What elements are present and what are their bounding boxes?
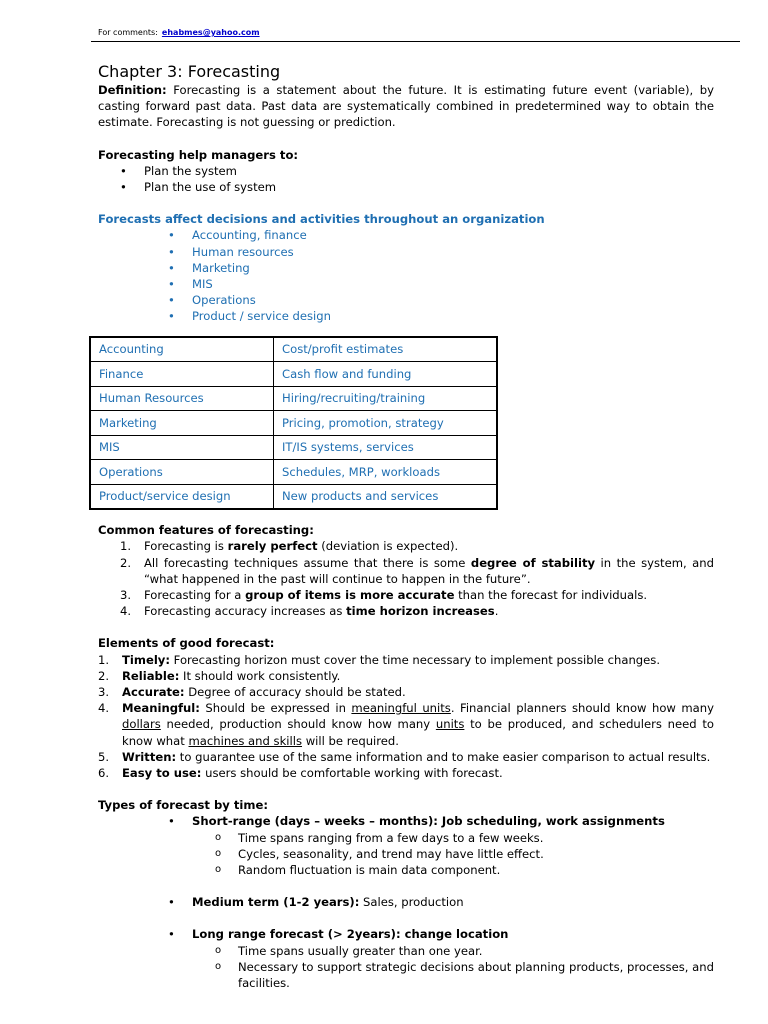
table-cell: New products and services (274, 484, 498, 509)
list-item: • Long range forecast (> 2years): change location o Time spans usually greater than one year. o Necessary to support strategic decisions about planning products, processes, and facilities. (98, 926, 714, 991)
list-item: 1. Forecasting is rarely perfect (deviation is expected). (120, 539, 459, 554)
definition-term: Definition: (98, 83, 167, 97)
chapter-title: Chapter 3: Forecasting (98, 62, 281, 81)
help-heading: Forecasting help managers to: (98, 147, 299, 162)
features-list (98, 538, 714, 619)
table-cell: Cost/profit estimates (274, 337, 498, 362)
list-item: 6. Easy to use: users should be comfortable working with forecast. (98, 765, 503, 780)
header-rule (91, 41, 740, 42)
list-item: • Short-range (days – weeks – months): Job scheduling, work assignments o Time spans ranging from a few days to a few weeks. o Cycles, seasonality, and trend may have little effect. o Random fluctuation is main data component. (98, 813, 714, 878)
features-heading: Common features of forecasting: (98, 523, 314, 538)
elements-heading: Elements of good forecast: (98, 636, 275, 651)
affects-list (98, 227, 714, 324)
list-item: • Product / service design (98, 308, 714, 324)
sub-item: o Time spans ranging from a few days to a few weeks. (98, 830, 714, 846)
table-cell: Cash flow and funding (274, 362, 498, 387)
table-row (90, 435, 497, 460)
list-item: 2. Reliable: It should work consistently. (98, 668, 341, 683)
list-item: 4. Forecasting accuracy increases as time horizon increases. (120, 604, 499, 619)
table-cell: Finance (90, 362, 274, 387)
sub-item: o Random fluctuation is main data component. (98, 862, 714, 878)
email-link[interactable]: ehabmes@yahoo.com (161, 28, 260, 37)
types-list (98, 813, 714, 991)
list-item: 5. Written: to guarantee use of the same information and to make easier comparison to actual results. (98, 749, 711, 764)
table-cell: Human Resources (90, 386, 274, 411)
list-item: 1. Timely: Forecasting horizon must cover the time necessary to implement possible changes. (98, 652, 661, 667)
page-header (98, 28, 260, 37)
list-item: • MIS (98, 276, 714, 292)
table-cell: IT/IS systems, services (274, 435, 498, 460)
list-item: • Operations (98, 292, 714, 308)
table-cell: MIS (90, 435, 274, 460)
sub-list (98, 830, 714, 879)
table-row (90, 484, 497, 509)
affects-heading: Forecasts affect decisions and activities throughout an organization (98, 212, 545, 227)
list-item: 2. All forecasting techniques assume that there is some degree of stability in the system, and “what happened in the past will continue to happen in the future”. (120, 555, 714, 586)
definition-paragraph: Definition: Forecasting is a statement about the future. It is estimating future event (variable), by casting forward past data. Past data are systematically combined in predetermined way to obtain the estimate. Forecasting is not guessing or prediction. (98, 83, 714, 130)
list-item: • Plan the system (98, 163, 714, 179)
table-cell: Accounting (90, 337, 274, 362)
table-row (90, 337, 497, 362)
sub-item: o Necessary to support strategic decisions about planning products, processes, and facilities. (98, 959, 714, 991)
list-item: • Medium term (1-2 years): Sales, production (98, 894, 714, 910)
sub-item: o Time spans usually greater than one year. (98, 943, 714, 959)
table-cell: Operations (90, 460, 274, 485)
table-row (90, 460, 497, 485)
document-body (98, 62, 714, 991)
sub-item: o Cycles, seasonality, and trend may have little effect. (98, 846, 714, 862)
table-cell: Marketing (90, 411, 274, 436)
department-table (89, 336, 498, 511)
list-item: 3. Forecasting for a group of items is more accurate than the forecast for individuals. (120, 587, 648, 602)
help-list (98, 163, 714, 195)
table-cell: Schedules, MRP, workloads (274, 460, 498, 485)
table-cell: Product/service design (90, 484, 274, 509)
list-item: • Marketing (98, 260, 714, 276)
sub-list (98, 943, 714, 992)
table-cell: Pricing, promotion, strategy (274, 411, 498, 436)
table-row (90, 386, 497, 411)
types-heading: Types of forecast by time: (98, 798, 268, 813)
table-row (90, 411, 497, 436)
elements-list (98, 652, 714, 782)
list-item: • Accounting, finance (98, 227, 714, 243)
list-item: 3. Accurate: Degree of accuracy should be stated. (98, 684, 406, 699)
comments-label: For comments: (98, 28, 158, 37)
table-row (90, 362, 497, 387)
list-item: • Plan the use of system (98, 179, 714, 195)
list-item: • Human resources (98, 244, 714, 260)
table-cell: Hiring/recruiting/training (274, 386, 498, 411)
list-item: 4. Meaningful: Should be expressed in meaningful units. Financial planners should know how many dollars needed, production should know how many units to be produced, and schedulers need to know what machines and skills will be required. (98, 701, 715, 748)
